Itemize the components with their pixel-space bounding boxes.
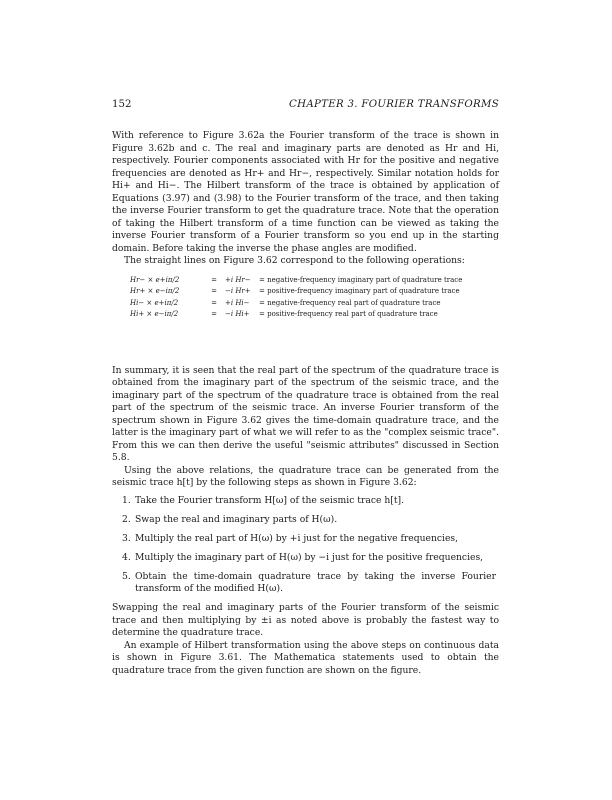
equation-row <box>130 286 499 298</box>
page <box>112 98 499 677</box>
equation-lhs: Hr− × e+iπ/2 <box>130 275 180 284</box>
list-item <box>112 552 499 565</box>
equation-rhs: −i Hi+ <box>225 310 250 319</box>
equation-lhs: Hr+ × e−iπ/2 <box>130 287 180 296</box>
step-text: Swap the real and imaginary parts of H(ω). <box>135 513 338 525</box>
step-text: Obtain the time-domain quadrature trace by taking the inverse Fourier transform of the modified H(ω). <box>135 570 496 595</box>
equation-row <box>130 298 499 310</box>
running-head: CHAPTER 3. FOURIER TRANSFORMS <box>289 99 499 110</box>
equation-row <box>130 309 499 321</box>
step-number: 3. <box>122 532 131 544</box>
equation-description: = negative-frequency real part of quadrature trace <box>259 298 441 307</box>
step-number: 4. <box>122 551 131 563</box>
paragraph-intro: With reference to Figure 3.62a the Fourier transform of the trace is shown in Figure 3.62b and c. The real and imaginary parts are denoted as Hr and Hi, respectively. Fourier components associated with Hr for the positive and negative frequencies are denoted as Hr+ and Hr−, respectively. Similar notation holds for Hi+ and Hi−. The Hilbert transform of the trace is obtained by application of Equations (3.97) and (3.98) to the Fourier transform of the trace, and then taking the inverse Fourier transform to get the quadrature trace. Note that the operation of taking the Hilbert transform of a time function can be viewed as taking the inverse Fourier transform of a Fourier transform so you end up in the starting domain. Before taking the inverse the phase angles are modified. <box>112 130 499 254</box>
paragraph-swapping: Swapping the real and imaginary parts of the Fourier transform of the seismic trace and then multiplying by ±i as noted above is probably the fastest way to determine the quadrature trace. <box>112 602 499 639</box>
step-text: Take the Fourier transform H[ω] of the seismic trace h[t]. <box>135 494 405 506</box>
step-number: 1. <box>122 494 131 506</box>
equation-description: = positive-frequency real part of quadrature trace <box>259 310 438 319</box>
step-text: Multiply the real part of H(ω) by +i just for the negative frequencies, <box>135 532 459 544</box>
paragraph-operations-intro: The straight lines on Figure 3.62 correspond to the following operations: <box>124 255 465 266</box>
equation-rhs: +i Hi− <box>225 298 250 307</box>
step-number: 5. <box>122 570 131 582</box>
list-item <box>112 495 499 508</box>
equation-equals: = <box>211 298 217 307</box>
equation-equals: = <box>211 275 217 284</box>
steps-list <box>112 495 499 596</box>
list-item <box>112 533 499 546</box>
equation-block <box>130 275 499 321</box>
equation-rhs: +i Hr− <box>225 275 251 284</box>
equation-lhs: Hi− × e+iπ/2 <box>130 298 179 307</box>
list-item <box>112 514 499 527</box>
equation-row <box>130 275 499 287</box>
page-header <box>112 98 499 112</box>
equation-description: = negative-frequency imaginary part of quadrature trace <box>259 275 463 284</box>
equation-rhs: −i Hr+ <box>225 287 251 296</box>
equation-lhs: Hi+ × e−iπ/2 <box>130 310 179 319</box>
equation-equals: = <box>211 287 217 296</box>
paragraph-example: An example of Hilbert transformation using the above steps on continuous data is shown in Figure 3.61. The Mathematica statements used to obtain the quadrature trace from the given function are shown on the figure. <box>112 639 499 676</box>
step-text: Multiply the imaginary part of H(ω) by −i just for the positive frequencies, <box>135 551 484 563</box>
equation-description: = positive-frequency imaginary part of quadrature trace <box>259 287 460 296</box>
equation-equals: = <box>211 310 217 319</box>
paragraph-summary: In summary, it is seen that the real part of the spectrum of the quadrature trace is obtained from the imaginary part of the spectrum of the seismic trace, and the imaginary part of the spectrum of the quadrature trace is obtained from the real part of the spectrum of the seismic trace. An inverse Fourier transform of the spectrum shown in Figure 3.62 gives the time-domain quadrature trace, and the latter is the imaginary part of what we will refer to as the "complex seismic trace". From this we can then derive the useful "seismic attributes" discussed in Section 5.8. <box>112 364 499 464</box>
page-number: 152 <box>112 99 132 110</box>
paragraph-steps-intro: Using the above relations, the quadrature trace can be generated from the seismic trace h[t] by the following steps as shown in Figure 3.62: <box>112 464 499 489</box>
step-number: 2. <box>122 513 131 525</box>
list-item <box>112 571 499 596</box>
